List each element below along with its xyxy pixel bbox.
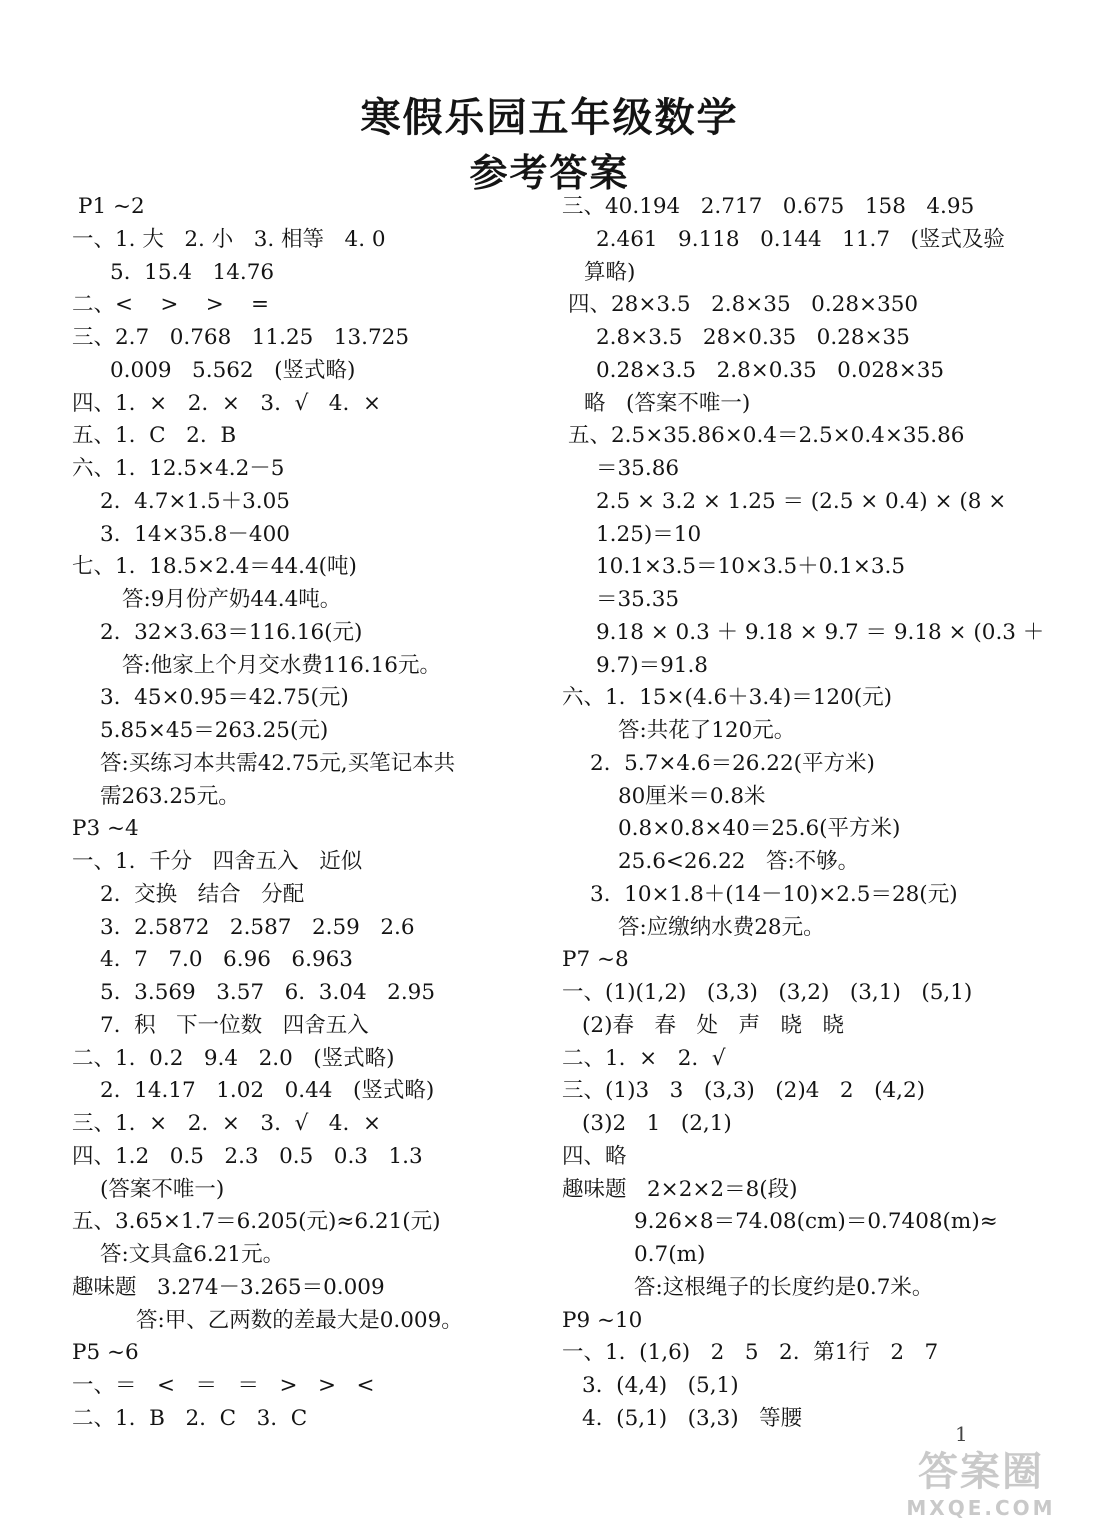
answer-line: 3. (4,4) (5,1) bbox=[582, 1373, 739, 1398]
answer-line: 略 (答案不唯一) bbox=[584, 390, 751, 416]
watermark-logo bbox=[891, 1448, 1071, 1528]
answer-line: 5.85×45＝263.25(元) bbox=[100, 718, 329, 743]
answer-line: P1 ~2 bbox=[78, 194, 145, 219]
answer-line: 答:这根绳子的长度约是0.7米。 bbox=[634, 1274, 934, 1300]
answer-line: 9.7)＝91.8 bbox=[596, 652, 708, 678]
answer-line: P5 ~6 bbox=[72, 1340, 139, 1366]
answer-line: 一、＝ < ＝ ＝ > > < bbox=[72, 1373, 375, 1398]
answer-line: 10.1×3.5＝10×3.5＋0.1×3.5 bbox=[596, 554, 906, 580]
answer-line: 答:文具盒6.21元。 bbox=[100, 1242, 285, 1267]
answer-line: 三、1. × 2. × 3. √ 4. × bbox=[72, 1111, 381, 1136]
answer-line: 三、2.7 0.768 11.25 13.725 bbox=[72, 325, 410, 350]
answer-line: P9 ~10 bbox=[562, 1307, 643, 1333]
answer-line: 二、1. × 2. √ bbox=[562, 1045, 726, 1071]
answer-line: 80厘米＝0.8米 bbox=[618, 783, 766, 809]
answer-line: P7 ~8 bbox=[562, 947, 629, 973]
answer-line: 2.5 × 3.2 × 1.25 ＝ (2.5 × 0.4) × (8 × bbox=[596, 488, 1007, 514]
answer-line: 1.25)＝10 bbox=[596, 521, 702, 547]
answer-line: 答:9月份产奶44.4吨。 bbox=[122, 587, 342, 612]
answer-line: 2. 交换 结合 分配 bbox=[100, 881, 305, 907]
answer-line: 3. 2.5872 2.587 2.59 2.6 bbox=[100, 914, 415, 940]
answer-line: 5. 15.4 14.76 bbox=[110, 259, 275, 285]
answer-line: 2. 5.7×4.6＝26.22(平方米) bbox=[590, 750, 875, 776]
answer-line: (答案不唯一) bbox=[100, 1176, 225, 1202]
answer-line: 趣味题 2×2×2＝8(段) bbox=[562, 1176, 798, 1202]
answer-line: 需263.25元。 bbox=[100, 783, 240, 809]
answer-line: 一、(1)(1,2) (3,3) (3,2) (3,1) (5,1) bbox=[562, 980, 973, 1005]
answer-line: 答:共花了120元。 bbox=[618, 718, 796, 743]
answer-line: 答:买练习本共需42.75元,买笔记本共 bbox=[100, 750, 456, 776]
answer-line: 二、1. B 2. C 3. C bbox=[72, 1405, 308, 1431]
answer-line: 六、1. 12.5×4.2－5 bbox=[72, 456, 285, 481]
answer-line: 2. 32×3.63＝116.16(元) bbox=[100, 619, 363, 645]
answer-line: 0.7(m) bbox=[634, 1242, 706, 1267]
answer-line: 答:他家上个月交水费116.16元。 bbox=[122, 652, 441, 678]
answer-line: 四、1. × 2. × 3. √ 4. × bbox=[72, 390, 381, 416]
answer-line: 一、1. (1,6) 2 5 2. 第1行 2 7 bbox=[562, 1340, 939, 1366]
answer-line: 四、1.2 0.5 2.3 0.5 0.3 1.3 bbox=[72, 1143, 423, 1169]
answer-line: (2)春 春 处 声 晓 晓 bbox=[582, 1012, 844, 1038]
page-number: 1 bbox=[955, 1422, 968, 1446]
answer-line: ＝35.35 bbox=[596, 587, 680, 612]
answer-line: 7. 积 下一位数 四舍五入 bbox=[100, 1012, 369, 1038]
answer-line: 0.28×3.5 2.8×0.35 0.028×35 bbox=[596, 357, 945, 383]
document-subtitle: 参考答案 bbox=[469, 150, 630, 195]
answer-line: (3)2 1 (2,1) bbox=[582, 1111, 732, 1136]
answer-line: 2.8×3.5 28×0.35 0.28×35 bbox=[596, 325, 910, 350]
document-title: 寒假乐园五年级数学 bbox=[360, 94, 739, 141]
answer-line: 算略) bbox=[584, 259, 636, 285]
answer-line: 2. 4.7×1.5＋3.05 bbox=[100, 488, 290, 514]
answer-line: 5. 3.569 3.57 6. 3.04 2.95 bbox=[100, 980, 436, 1005]
answer-line: 答:甲、乙两数的差最大是0.009。 bbox=[136, 1307, 463, 1333]
answer-line: 3. 14×35.8－400 bbox=[100, 521, 290, 547]
answer-line: 9.26×8＝74.08(cm)＝0.7408(m)≈ bbox=[634, 1209, 998, 1235]
answer-line: 2. 14.17 1.02 0.44 (竖式略) bbox=[100, 1078, 435, 1104]
answer-line: 4. (5,1) (3,3) 等腰 bbox=[582, 1405, 803, 1431]
answer-line: P3 ~4 bbox=[72, 816, 139, 842]
answer-line: 4. 7 7.0 6.96 6.963 bbox=[100, 947, 353, 973]
answer-line: 三、40.194 2.717 0.675 158 4.95 bbox=[562, 194, 975, 219]
answer-line: 四、略 bbox=[562, 1143, 627, 1169]
answer-line: 趣味题 3.274－3.265＝0.009 bbox=[72, 1274, 385, 1300]
answer-line: 二、< > > = bbox=[72, 292, 270, 318]
answer-line: 四、28×3.5 2.8×35 0.28×350 bbox=[568, 292, 919, 318]
answer-line: 一、1. 千分 四舍五入 近似 bbox=[72, 849, 363, 874]
answer-line: 3. 10×1.8＋(14－10)×2.5＝28(元) bbox=[590, 881, 958, 907]
answer-line: 五、2.5×35.86×0.4＝2.5×0.4×35.86 bbox=[568, 423, 965, 449]
answer-line: 六、1. 15×(4.6＋3.4)＝120(元) bbox=[562, 685, 893, 711]
answer-line: 五、3.65×1.7＝6.205(元)≈6.21(元) bbox=[72, 1209, 441, 1235]
answer-line: 答:应缴纳水费28元。 bbox=[618, 914, 825, 940]
answer-line: ＝35.86 bbox=[596, 456, 680, 481]
answer-line: 三、(1)3 3 (3,3) (2)4 2 (4,2) bbox=[562, 1078, 926, 1104]
answer-line: 0.009 5.562 (竖式略) bbox=[110, 357, 356, 383]
answer-line: 二、1. 0.2 9.4 2.0 (竖式略) bbox=[72, 1045, 395, 1071]
answer-line: 2.461 9.118 0.144 11.7 (竖式及验 bbox=[596, 226, 1005, 252]
answer-line: 一、1. 大 2. 小 3. 相等 4. 0 bbox=[72, 226, 386, 252]
answer-line: 9.18 × 0.3 ＋ 9.18 × 9.7 ＝ 9.18 × (0.3 ＋ bbox=[596, 619, 1045, 645]
answer-line: 0.8×0.8×40＝25.6(平方米) bbox=[618, 816, 901, 842]
watermark-text: 答案圈 bbox=[918, 1449, 1044, 1495]
answer-line: 3. 45×0.95＝42.75(元) bbox=[100, 685, 349, 711]
answer-line: 七、1. 18.5×2.4＝44.4(吨) bbox=[72, 554, 357, 580]
watermark-url: MXQE.COM bbox=[906, 1496, 1056, 1520]
answer-line: 五、1. C 2. B bbox=[72, 423, 237, 449]
answer-line: 25.6<26.22 答:不够。 bbox=[618, 849, 860, 874]
